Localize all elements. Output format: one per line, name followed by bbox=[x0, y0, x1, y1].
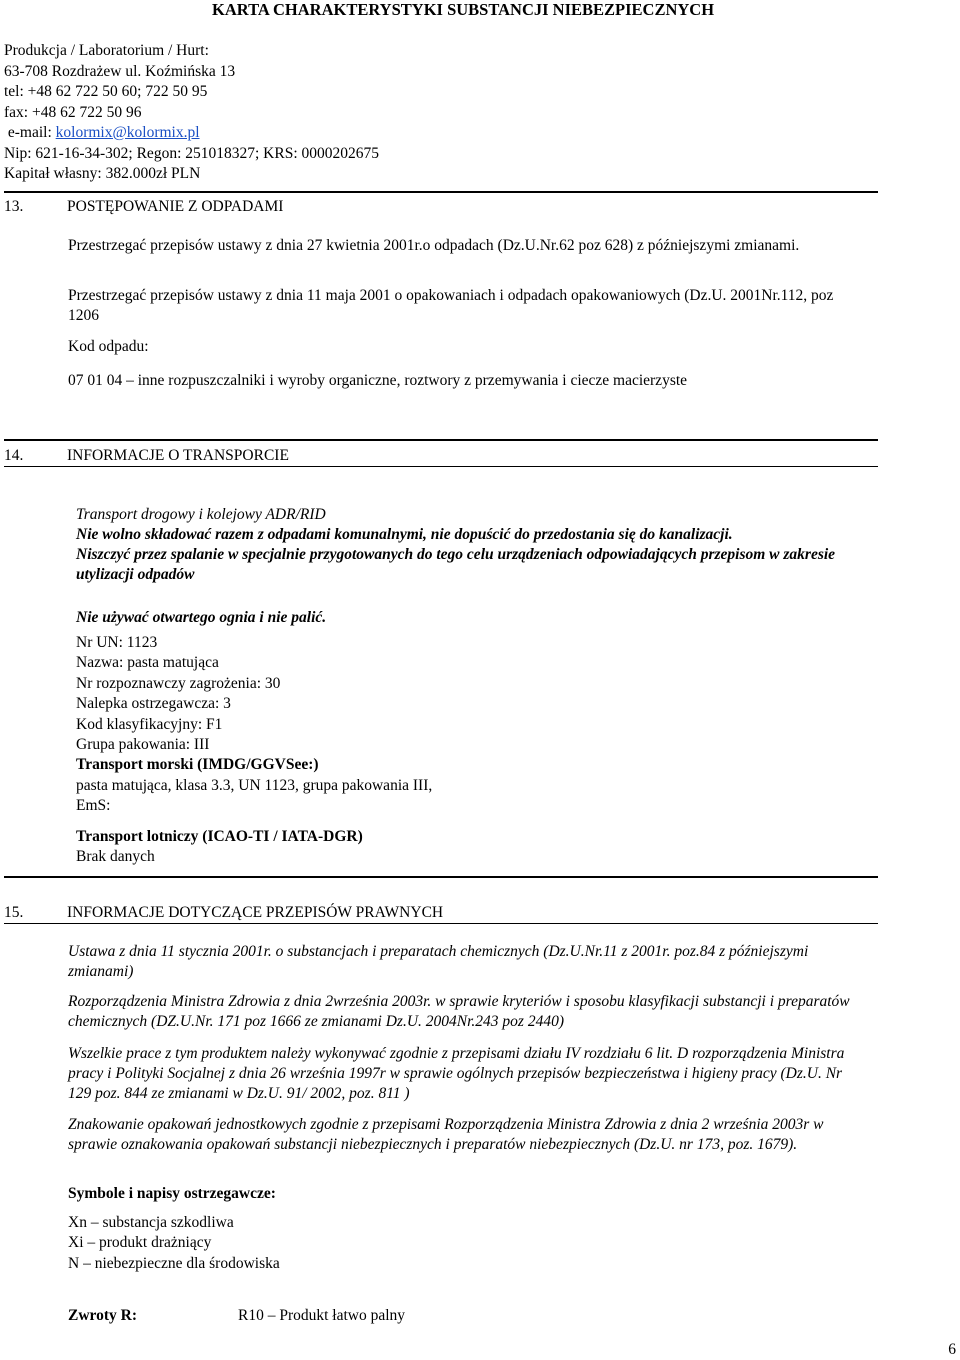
header-phone: tel: +48 62 722 50 60; 722 50 95 bbox=[4, 83, 208, 100]
header-address: 63-708 Rozdrażew ul. Koźmińska 13 bbox=[4, 62, 236, 80]
section-divider bbox=[4, 876, 878, 878]
section-14-heading bbox=[4, 446, 289, 466]
paragraph: Rozporządzenia Ministra Zdrowia z dnia 2września 2003r. w sprawie kryteriów i sposobu klasyfikacji substancji i preparatów chemicznych (DZ.U.Nr. 171 poz 1666 ze zmianami Dz.U. 2004Nr.243 poz 2440) bbox=[68, 993, 850, 1030]
list-item: Nalepka ostrzegawcza: 3 bbox=[76, 695, 231, 713]
transport-subtitle: Transport drogowy i kolejowy ADR/RID bbox=[76, 506, 326, 523]
section-divider bbox=[4, 466, 878, 467]
email-label: e-mail: bbox=[4, 124, 56, 141]
section-number: 14. bbox=[4, 447, 24, 464]
paragraph: Przestrzegać przepisów ustawy z dnia 27 kwietnia 2001r.o odpadach (Dz.U.Nr.62 poz 628) z późniejszymi zmianami. bbox=[68, 237, 800, 254]
header-ids: Nip: 621-16-34-302; Regon: 251018327; KRS: 0000202675 bbox=[4, 144, 380, 162]
warning-text: Nie wolno składować razem z odpadami komunalnymi, nie dopuścić do przedostania się do kanalizacji. bbox=[76, 526, 733, 543]
section-title: INFORMACJE O TRANSPORCIE bbox=[67, 447, 289, 464]
paragraph: Wszelkie prace z tym produktem należy wykonywać zgodnie z przepisami działu IV rozdziału 6 lit. D rozporządzenia Ministra pracy i Polityki Socjalnej z dnia 26 września 1997r w sprawie ogólnych przepisów bezpieczeństwa i higieny pracy (Dz.U. Nr 129 poz. 844 ze zmianami w Dz.U. 91/ 2002, poz. 811 ) bbox=[68, 1045, 845, 1102]
paragraph: Przestrzegać przepisów ustawy z dnia 11 maja 2001 o opakowaniach i odpadach opakowaniowych (Dz.U. 2001Nr.112, poz 1206 bbox=[68, 287, 834, 324]
risk-phrases-label: Zwroty R: bbox=[68, 1307, 138, 1324]
risk-phrase: R10 – Produkt łatwo palny bbox=[238, 1307, 406, 1324]
header-fax: fax: +48 62 722 50 96 bbox=[4, 103, 142, 121]
symbols-list bbox=[68, 1213, 280, 1274]
header-line: Produkcja / Laboratorium / Hurt: bbox=[4, 42, 209, 59]
page-number: 6 bbox=[948, 1341, 956, 1358]
list-item: pasta matująca, klasa 3.3, UN 1123, grupa pakowania III, bbox=[76, 776, 433, 794]
section-13-heading bbox=[4, 197, 283, 217]
section-title: INFORMACJE DOTYCZĄCE PRZEPISÓW PRAWNYCH bbox=[67, 904, 444, 921]
list-item: Brak danych bbox=[76, 848, 155, 866]
transport-air bbox=[76, 827, 363, 868]
list-item: Grupa pakowania: III bbox=[76, 735, 210, 753]
section-divider bbox=[4, 439, 878, 441]
symbols-heading: Symbole i napisy ostrzegawcze: bbox=[68, 1185, 276, 1202]
section-divider bbox=[4, 923, 878, 924]
list-item: Xn – substancja szkodliwa bbox=[68, 1214, 234, 1231]
list-item: Transport morski (IMDG/GGVSee:) bbox=[76, 756, 319, 774]
section-title: POSTĘPOWANIE Z ODPADAMI bbox=[67, 198, 284, 215]
paragraph: Kod odpadu: bbox=[68, 338, 149, 355]
header-email-row bbox=[4, 123, 379, 144]
list-item: EmS: bbox=[76, 797, 111, 815]
header-capital: Kapitał własny: 382.000zł PLN bbox=[4, 165, 201, 182]
section-number: 15. bbox=[4, 904, 24, 921]
list-item: Nr rozpoznawczy zagrożenia: 30 bbox=[76, 674, 281, 692]
list-item: Nr UN: 1123 bbox=[76, 634, 158, 651]
section-divider bbox=[4, 191, 878, 193]
list-item: N – niebezpieczne dla środowiska bbox=[68, 1254, 280, 1272]
warning-text: Nie używać otwartego ognia i nie palić. bbox=[76, 609, 327, 626]
list-item: Transport lotniczy (ICAO-TI / IATA-DGR) bbox=[76, 828, 363, 845]
document-title: KARTA CHARAKTERYSTYKI SUBSTANCJI NIEBEZPIECZNYCH bbox=[212, 0, 715, 19]
warning-text: Niszczyć przez spalanie w specjalnie przygotowanych do tego celu urządzeniach odpowiadających przepisom w zakresie utylizacji odpadów bbox=[76, 546, 836, 583]
paragraph: 07 01 04 – inne rozpuszczalniki i wyroby organiczne, roztwory z przemywania i ciecze macierzyste bbox=[68, 372, 688, 389]
list-item: Xi – produkt drażniący bbox=[68, 1234, 212, 1252]
section-15-heading bbox=[4, 903, 443, 923]
paragraph: Znakowanie opakowań jednostkowych zgodnie z przepisami Rozporządzenia Ministra Zdrowia z dnia 2 września 2003r w sprawie oznakowania opakowań substancji niebezpiecznych i preparatów niebezpiecznych (Dz.U. nr 173, poz. 1679). bbox=[68, 1116, 824, 1153]
email-link[interactable]: kolormix@kolormix.pl bbox=[55, 124, 200, 141]
list-item: Nazwa: pasta matująca bbox=[76, 654, 219, 672]
transport-details bbox=[76, 633, 432, 817]
list-item: Kod klasyfikacyjny: F1 bbox=[76, 715, 223, 733]
section-number: 13. bbox=[4, 198, 24, 215]
company-header bbox=[4, 41, 379, 185]
paragraph: Ustawa z dnia 11 stycznia 2001r. o substancjach i preparatach chemicznych (Dz.U.Nr.11 z 2001r. poz.84 z późniejszymi zmianami) bbox=[68, 943, 809, 980]
